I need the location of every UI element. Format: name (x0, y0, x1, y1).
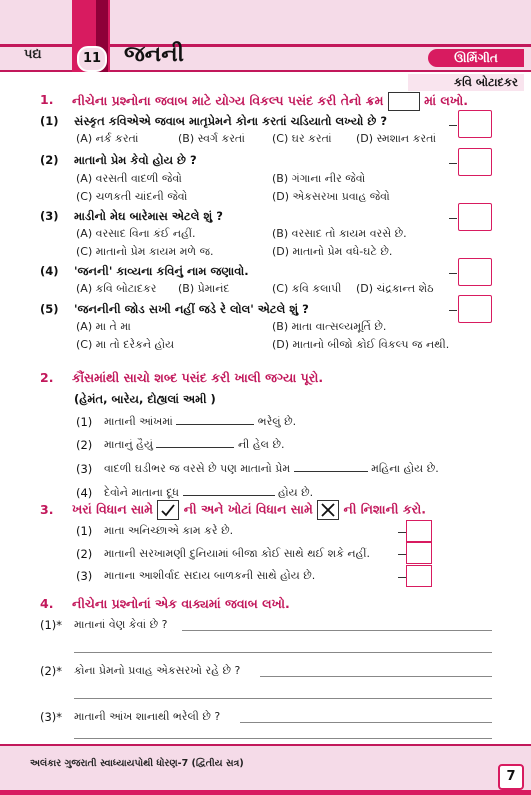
section-4-number: 4. (40, 596, 54, 611)
blank-line[interactable] (176, 424, 254, 425)
option-d: (D) માતાનો પ્રેમ વધે-ઘટે છે. (272, 245, 393, 258)
answer-dash (449, 163, 457, 164)
section-1-title-start: નીચેના પ્રશ્નોના જવાબ માટે યોગ્ય વિકલ્પ પસંદ કરી તેનો ક્રમ (72, 93, 384, 108)
answer-line[interactable] (240, 722, 492, 723)
section-3-number: 3. (40, 502, 54, 517)
blank-line[interactable] (183, 495, 275, 496)
section-3-title (72, 500, 426, 520)
section-1-number: 1. (40, 92, 54, 107)
answer-box[interactable] (458, 258, 492, 286)
question-number: (5) (40, 302, 59, 316)
option-b: (B) વરસાદ તો કાયમ વરસે છે. (272, 227, 407, 240)
question-text: માડીનો મેઘ બારેમાસ એટલે શું ? (74, 209, 223, 223)
answer-dash (398, 532, 406, 533)
fill-blank-before: માતાની આંખમાં (104, 415, 173, 428)
statement-text: માતા અનિચ્છાએ કામ કરે છે. (104, 524, 234, 537)
cross-box-icon (317, 500, 339, 520)
item-number: (2) (76, 438, 93, 452)
option-b: (B) ગંગાના નીર જેવો (272, 172, 366, 185)
option-d: (D) સ્મશાન કરતાં (356, 132, 437, 145)
page-title: જનની (124, 42, 184, 67)
answer-dash (449, 273, 457, 274)
footer-book-title: અલંકાર ગુજરાતી સ્વાધ્યાયપોથી ધોરણ-7 (દ્વિતીય સત્ર) (30, 758, 244, 769)
fill-blank-row (104, 415, 296, 429)
section-3-title-c: ની નિશાની કરો. (343, 501, 426, 517)
fill-blank-before: વાદળી ઘડીભર જ વરસે છે પણ માતાનો પ્રેમ (104, 462, 291, 475)
question-number: (3) (40, 209, 59, 223)
item-number: (1) (76, 524, 93, 538)
option-a: (A) કવિ બોટાદકર (76, 282, 157, 295)
answer-box[interactable] (458, 295, 492, 323)
item-number: (3) (76, 569, 93, 583)
fill-blank-row (104, 462, 439, 476)
blank-line[interactable] (294, 471, 368, 472)
item-number: (2) (76, 547, 93, 561)
question-text: સંસ્કૃત કવિએએ જવાબ માતૃપ્રેમને કોના કરતાં ચડિયાતો લખ્યો છે ? (74, 114, 387, 128)
tick-box-icon (157, 500, 179, 520)
answer-box[interactable] (458, 203, 492, 231)
answer-dash (449, 310, 457, 311)
fill-blank-before: દેવોને માતાના દૂધ (104, 486, 180, 499)
option-c: (C) માતાનો પ્રેમ કાયમ મળે જ. (76, 245, 214, 258)
fill-blank-row (104, 438, 284, 452)
poet-name: કવિ બોટાદકર (408, 74, 524, 91)
answer-box[interactable] (458, 148, 492, 176)
item-number: (1)* (40, 618, 63, 632)
item-number: (3)* (40, 710, 63, 724)
fill-blank-after: ની હેલ છે. (237, 438, 285, 451)
answer-dash (398, 554, 406, 555)
section-4-title: નીચેના પ્રશ્નોનાં એક વાક્યમાં જવાબ લખો. (72, 596, 290, 611)
section-3-title-a: ખરાં વિધાન સામે (72, 501, 154, 517)
section-2-title: કૌંસમાંથી સાચો શબ્દ પસંદ કરી ખાલી જગ્યા પૂરો. (72, 370, 324, 385)
option-b: (B) સ્વર્ગ કરતાં (178, 132, 245, 145)
question-text: 'જનનીની જોડ સખી નહીં જડે રે લોલ' એટલે શું ? (74, 302, 309, 316)
option-a: (A) નર્ક કરતાં (76, 132, 139, 145)
question-number: (1) (40, 114, 59, 128)
option-c: (C) કવિ કલાપી (272, 282, 342, 295)
fill-blank-after: હોય છે. (278, 486, 314, 499)
question-text: માતાની આંખ શાનાથી ભરેલી છે ? (74, 710, 221, 723)
item-number: (2)* (40, 664, 63, 678)
answer-dash (449, 125, 457, 126)
answer-line[interactable] (74, 652, 492, 653)
item-number: (1) (76, 415, 93, 429)
question-text: માતાનાં વેણ કેવાં છે ? (74, 618, 168, 631)
page-number: 7 (498, 764, 524, 790)
statement-text: માતાની સરખામણી દુનિયામાં બીજા કોઈ સાથે થઈ શકે નહીં. (104, 547, 371, 560)
section-3-title-b: ની અને ખોટાં વિધાન સામે (183, 501, 313, 517)
answer-line[interactable] (74, 738, 492, 739)
item-number: (3) (76, 462, 93, 476)
option-a: (A) મા તે મા (76, 320, 131, 333)
fill-blank-after: મહિના હોય છે. (371, 462, 439, 475)
footer-accent-bar (0, 790, 531, 795)
option-a: (A) વરસાદ વિના કંઈ નહીં. (76, 227, 196, 240)
option-c: (C) ઘર કરતાં (272, 132, 332, 145)
genre-tag: ઊર્મિગીત (428, 49, 524, 67)
section-1-title-end: માં લખો. (424, 93, 468, 108)
option-a: (A) વરસતી વાદળી જેવો (76, 172, 182, 185)
word-bank: (હેમંત, બારેય, દોહ્યલાં અમી ) (74, 392, 216, 406)
option-b: (B) માતા વાત્સલ્યમૂર્તિ છે. (272, 320, 387, 333)
answer-line[interactable] (182, 630, 492, 631)
footer-band (0, 744, 531, 795)
question-text: 'જનની' કાવ્યના કવિનું નામ જણાવો. (74, 264, 249, 278)
pad-label: પદ્ય (24, 47, 42, 62)
answer-box[interactable] (458, 110, 492, 138)
question-text: માતાનો પ્રેમ કેવો હોય છે ? (74, 153, 197, 167)
option-c: (C) ચળકતી ચાંદની જેવો (76, 190, 188, 203)
true-false-box[interactable] (406, 565, 432, 587)
option-d: (D) એકસરખા પ્રવાહ જેવો (272, 190, 390, 203)
fill-blank-row (104, 486, 313, 500)
answer-box-sample (388, 92, 420, 111)
section-2-number: 2. (40, 370, 54, 385)
option-c: (C) મા તો દરેકને હોય (76, 338, 175, 351)
true-false-box[interactable] (406, 542, 432, 564)
option-d: (D) ચંદ્રકાન્ત શેઠ (356, 282, 434, 295)
item-number: (4) (76, 486, 93, 500)
statement-text: માતાના આશીર્વાદ સદાય બાળકની સાથે હોય છે. (104, 569, 316, 582)
question-number: (2) (40, 153, 59, 167)
fill-blank-before: માતાનું હૈયું (104, 438, 153, 451)
answer-dash (449, 218, 457, 219)
blank-line[interactable] (156, 447, 234, 448)
section-1-title (72, 92, 468, 111)
option-b: (B) પ્રેમાનંદ (178, 282, 230, 295)
answer-dash (398, 577, 406, 578)
true-false-box[interactable] (406, 520, 432, 542)
question-number: (4) (40, 264, 59, 278)
lesson-number: 11 (77, 46, 107, 72)
option-d: (D) માતાનો બીજો કોઈ વિકલ્પ જ નથી. (272, 338, 450, 351)
fill-blank-after: ભરેલું છે. (257, 415, 297, 428)
question-text: કોના પ્રેમનો પ્રવાહ એકસરખો રહે છે ? (74, 664, 241, 677)
answer-line[interactable] (260, 676, 492, 677)
answer-line[interactable] (74, 698, 492, 699)
footer-rule (0, 744, 531, 746)
